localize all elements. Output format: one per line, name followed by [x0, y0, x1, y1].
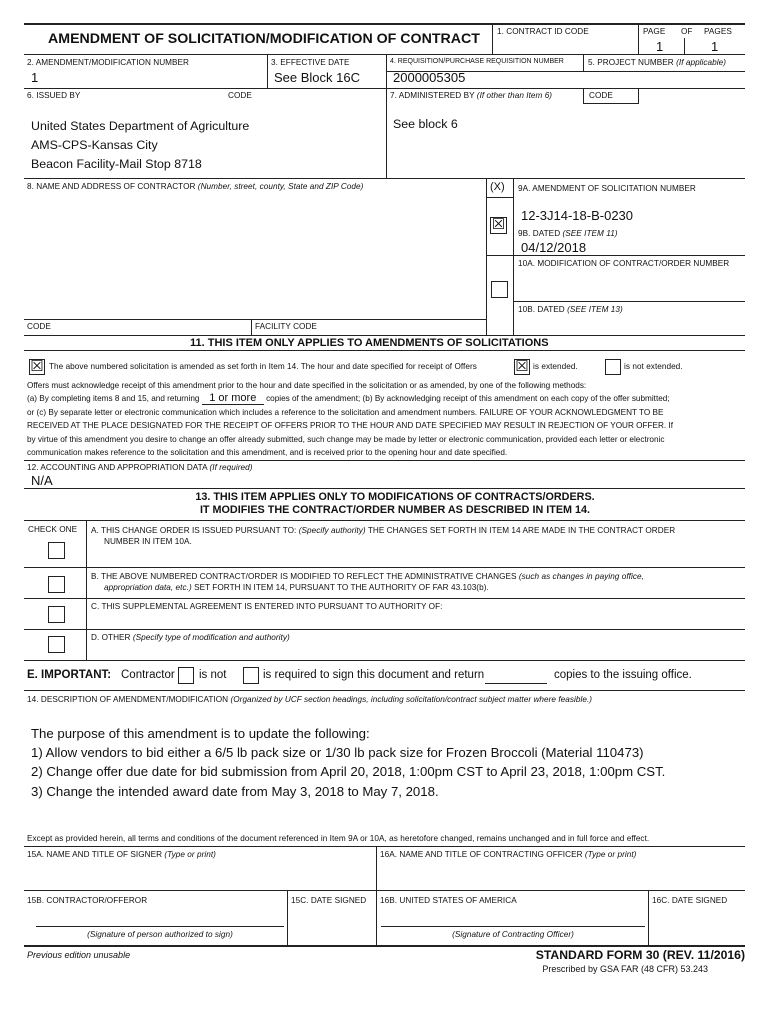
description-label [27, 695, 592, 704]
facility-code-label: FACILITY CODE [255, 322, 317, 331]
dated-9b-label-text: 9B. DATED [518, 229, 561, 238]
united-states-label: 16B. UNITED STATES OF AMERICA [380, 896, 517, 905]
issued-by-line: AMS-CPS-Kansas City [31, 138, 158, 152]
signature-line [381, 926, 645, 927]
administered-by-field[interactable]: See block 6 [393, 117, 458, 131]
option-b-line1 [91, 571, 644, 582]
accounting-data-note: (If required) [209, 463, 253, 472]
option-b-text-1: B. THE ABOVE NUMBERED CONTRACT/ORDER IS MODIFIED TO REFLECT THE ADMINISTRATIVE CHANGES [91, 572, 517, 581]
date-signed-16c-label: 16C. DATE SIGNED [652, 896, 728, 905]
project-number-label [588, 58, 726, 67]
amendment-number-label: 2. AMENDMENT/MODIFICATION NUMBER [27, 58, 190, 67]
x-mark-icon: ☒ [491, 216, 506, 233]
divider [24, 54, 745, 55]
divider [638, 24, 639, 54]
copies-count-field[interactable]: 1 or more [202, 393, 264, 405]
effective-date-label: 3. EFFECTIVE DATE [271, 58, 350, 67]
contractor-offeror-label: 15B. CONTRACTOR/OFFEROR [27, 896, 148, 905]
divider [487, 255, 513, 256]
issued-by-line: United States Department of Agriculture [31, 119, 250, 133]
item-11-text: communication makes reference to the solicitation and this amendment, and is received prior to the opening hour and date specified. [27, 448, 508, 458]
option-d-text [91, 633, 290, 642]
divider [24, 319, 486, 320]
divider [24, 488, 745, 489]
copies-return-field[interactable] [485, 683, 547, 684]
divider [24, 567, 745, 568]
option-a-post: THE CHANGES SET FORTH IN ITEM 14 ARE MADE IN THE CONTRACT ORDER [367, 526, 676, 535]
date-signed-15c-label: 15C. DATE SIGNED [291, 896, 367, 905]
important-contractor: Contractor [121, 669, 175, 681]
important-copies: copies to the issuing office. [554, 669, 692, 681]
administered-by-code-label: CODE [589, 91, 613, 100]
form-title: AMENDMENT OF SOLICITATION/MODIFICATION OF CONTRACT [48, 31, 480, 47]
dated-9b-label [518, 229, 618, 238]
officer-name-label-text: 16A. NAME AND TITLE OF CONTRACTING OFFICER [380, 850, 583, 859]
signer-name-label-text: 15A. NAME AND TITLE OF SIGNER [27, 850, 163, 859]
option-a-line2: NUMBER IN ITEM 10A. [104, 537, 192, 546]
dated-10b-label [518, 305, 623, 314]
divider [287, 890, 288, 945]
option-b-text-2: SET FORTH IN ITEM 14, PURSUANT TO THE AUTHORITY OF FAR 43.103(b). [194, 583, 489, 592]
item-11-line1: The above numbered solicitation is amended as set forth in Item 14. The hour and date specified for receipt of Offers [49, 362, 477, 371]
project-number-label-text: 5. PROJECT NUMBER [588, 58, 674, 67]
divider [24, 460, 745, 461]
issued-by-code-label: CODE [228, 91, 252, 100]
signature-line [36, 926, 284, 927]
item-11-text: copies of the amendment; (b) By acknowledging receipt of this amendment on each copy of the offer submitted; [266, 394, 670, 404]
issued-by-line: Beacon Facility-Mail Stop 8718 [31, 157, 202, 171]
divider [251, 319, 252, 335]
page-label: PAGE [643, 27, 666, 36]
signer-name-label [27, 850, 216, 859]
option-a-note: (Specify authority) [298, 526, 366, 535]
contractor-label-text: 8. NAME AND ADDRESS OF CONTRACTOR [27, 182, 196, 191]
except-clause: Except as provided herein, all terms and conditions of the document referenced in Item 9A or 10A, as heretofore changed, remains unchanged and in full force and effect. [27, 834, 650, 843]
x-mark-icon: ☒ [30, 358, 44, 375]
solicitation-amended-checkbox[interactable] [29, 359, 45, 375]
divider [583, 88, 584, 104]
divider [376, 846, 377, 945]
divider [583, 103, 638, 104]
effective-date-field[interactable]: See Block 16C [274, 70, 360, 85]
item-13-heading-line2: IT MODIFIES THE CONTRACT/ORDER NUMBER AS DESCRIBED IN ITEM 14. [199, 504, 591, 516]
divider [684, 38, 685, 54]
of-label: OF [681, 27, 693, 36]
bottom-border [24, 945, 745, 947]
item-13-heading-line1: 13. THIS ITEM APPLIES ONLY TO MODIFICATIONS OF CONTRACTS/ORDERS. [195, 491, 595, 503]
check-9a-checkbox[interactable] [490, 217, 507, 234]
item-11-text: Offers must acknowledge receipt of this amendment prior to the hour and date specified in the solicitation or as amended, by one of the following methods: [27, 381, 587, 390]
description-line: 2) Change offer due date for bid submission from April 20, 2018, 1:00pm CST to April 23, 2018, 1:00pm CST. [31, 764, 666, 780]
is-not-checkbox[interactable] [178, 667, 194, 684]
option-b-line2 [91, 582, 644, 593]
description-label-text: 14. DESCRIPTION OF AMENDMENT/MODIFICATION [27, 695, 229, 704]
description-line: 1) Allow vendors to bid either a 6/5 lb pack size or 1/30 lb pack size for Frozen Broccoli (Material 110473) [31, 745, 644, 761]
option-a-text [91, 525, 675, 547]
item-11-heading: 11. THIS ITEM ONLY APPLIES TO AMENDMENTS OF SOLICITATIONS [190, 337, 549, 349]
item-11-instructions [27, 379, 747, 459]
requisition-field[interactable]: 2000005305 [393, 70, 466, 85]
important-is-required: is required to sign this document and return [263, 669, 485, 681]
officer-name-note: (Type or print) [584, 850, 637, 859]
amendment-number-field[interactable]: 1 [31, 70, 39, 85]
item-11-text: by virtue of this amendment you desire to change an offer already submitted, such change may be made by letter or electronic communication, provided each letter or electronic [27, 434, 665, 444]
administered-by-label-text: 7. ADMINISTERED BY [390, 91, 475, 100]
divider [486, 178, 487, 335]
divider [24, 629, 745, 630]
important-is-not: is not [199, 669, 227, 681]
dated-10b-note: (SEE ITEM 13) [567, 305, 623, 314]
project-number-note: (If applicable) [676, 58, 727, 67]
offeror-signature-caption: (Signature of person authorized to sign) [87, 930, 233, 939]
item-11-text: RECEIVED AT THE PLACE DESIGNATED FOR THE RECEIPT OF OFFERS PRIOR TO THE HOUR AND DATE SPECIFIED MAY RESULT IN REJECTION OF YOUR OFFER. If [27, 421, 674, 431]
officer-name-label [380, 850, 636, 859]
option-a-pre: A. THIS CHANGE ORDER IS ISSUED PURSUANT TO: [91, 526, 297, 535]
is-extended-label: is extended. [533, 362, 578, 371]
option-a-line1 [91, 525, 675, 536]
option-b-note2: appropriation data, etc.) [104, 583, 192, 592]
divider [648, 890, 649, 945]
divider [267, 54, 268, 88]
pages-label: PAGES [704, 27, 732, 36]
issued-by-field[interactable] [31, 117, 249, 174]
divider [513, 178, 514, 335]
divider [24, 890, 745, 891]
requisition-label: 4. REQUISITION/PURCHASE REQUISITION NUMBER [390, 58, 564, 65]
officer-signature-caption: (Signature of Contracting Officer) [452, 930, 574, 939]
top-border [24, 23, 745, 25]
divider [24, 88, 745, 89]
dated-10b-label-text: 10B. DATED [518, 305, 565, 314]
item-11-text: (a) By completing items 8 and 15, and returning [27, 394, 200, 404]
option-d-checkbox[interactable] [48, 636, 65, 653]
prescribed-by: Prescribed by GSA FAR (48 CFR) 53.243 [542, 964, 708, 974]
description-field[interactable] [31, 724, 665, 801]
contractor-code-label: CODE [27, 322, 51, 331]
amendment-solicitation-field[interactable]: 12-3J14-18-B-0230 [521, 208, 634, 223]
modification-contract-label: 10A. MODIFICATION OF CONTRACT/ORDER NUMBER [518, 259, 730, 268]
dated-9b-field[interactable]: 04/12/2018 [521, 240, 587, 255]
pages-value[interactable]: 1 [711, 39, 719, 54]
divider [386, 54, 387, 178]
accounting-data-field[interactable]: N/A [31, 473, 53, 488]
description-line: The purpose of this amendment is to update the following: [31, 726, 370, 741]
option-a-checkbox[interactable] [48, 542, 65, 559]
x-mark-icon: ☒ [515, 358, 529, 375]
is-extended-checkbox[interactable] [514, 359, 530, 375]
description-line: 3) Change the intended award date from May 3, 2018 to May 7, 2018. [31, 783, 439, 799]
contract-id-label: 1. CONTRACT ID CODE [497, 27, 589, 36]
page-value[interactable]: 1 [656, 39, 664, 54]
dated-9b-note: (SEE ITEM 11) [562, 229, 618, 238]
divider [24, 350, 745, 351]
divider [492, 24, 493, 54]
option-d-note: (Specify type of modification and authority) [132, 633, 290, 642]
check-one-label: CHECK ONE [28, 525, 78, 534]
description-note: (Organized by UCF section headings, including solicitation/contract subject matter where feasible.) [230, 695, 593, 704]
item-13-heading [0, 491, 770, 517]
administered-by-note: (If other than Item 6) [476, 91, 553, 100]
previous-edition-note: Previous edition unusable [27, 950, 131, 960]
option-b-checkbox[interactable] [48, 576, 65, 593]
contractor-note: (Number, street, county, State and ZIP Code) [197, 182, 364, 191]
check-10a-checkbox[interactable] [491, 281, 508, 298]
administered-by-label [390, 91, 552, 100]
x-column-label: (X) [490, 181, 505, 193]
divider [24, 520, 745, 521]
divider [487, 197, 513, 198]
divider [24, 846, 745, 847]
is-not-extended-checkbox[interactable] [605, 359, 621, 375]
important-label: E. IMPORTANT: [27, 669, 112, 681]
divider [86, 520, 87, 660]
divider [638, 88, 639, 104]
is-required-checkbox[interactable] [243, 667, 259, 684]
option-d-label: D. OTHER [91, 633, 131, 642]
is-not-extended-label: is not extended. [624, 362, 683, 371]
amendment-solicitation-label: 9A. AMENDMENT OF SOLICITATION NUMBER [518, 184, 696, 193]
issued-by-label: 6. ISSUED BY [27, 91, 81, 100]
option-c-text: C. THIS SUPPLEMENTAL AGREEMENT IS ENTERED INTO PURSUANT TO AUTHORITY OF: [91, 602, 443, 611]
divider [514, 255, 745, 256]
divider [24, 335, 745, 336]
divider [24, 178, 745, 179]
divider [514, 301, 745, 302]
option-c-checkbox[interactable] [48, 606, 65, 623]
accounting-data-label [27, 463, 252, 472]
item-11-text-a [27, 392, 747, 405]
divider [583, 54, 584, 72]
option-b-text [91, 571, 644, 593]
item-11-text: or (c) By separate letter or electronic communication which includes a reference to the solicitation and amendment numbers. FAILURE OF YOUR ACKNOWLEDGMENT TO BE [27, 407, 664, 417]
divider [24, 598, 745, 599]
signer-name-note: (Type or print) [164, 850, 216, 859]
standard-form-number: STANDARD FORM 30 (REV. 11/2016) [535, 948, 745, 962]
accounting-data-label-text: 12. ACCOUNTING AND APPROPRIATION DATA [27, 463, 208, 472]
contractor-label [27, 182, 363, 191]
divider [24, 660, 745, 661]
option-b-note: (such as changes in paying office, [518, 572, 644, 581]
divider [24, 690, 745, 691]
